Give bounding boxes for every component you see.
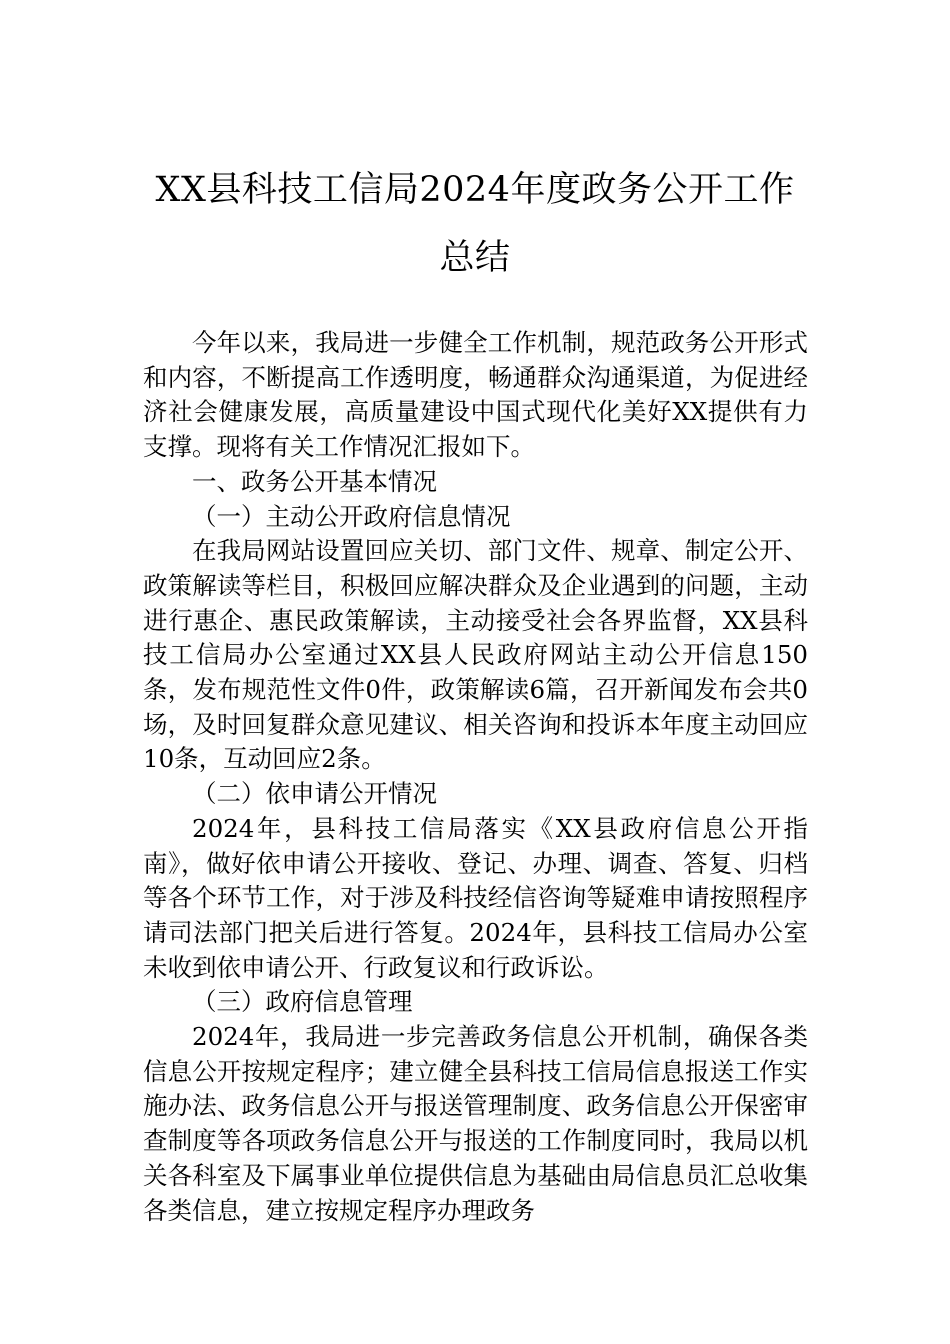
body-paragraph: 2024年，县科技工信局落实《XX县政府信息公开指南》，做好依申请公开接收、登记、办理、调查、答复、归档等各个环节工作，对于涉及科技经信咨询等疑难申请按照程序请司法部门把关后进行答复。2024年，县科技工信局办公室未收到依申请公开、行政复议和行政诉讼。 xyxy=(143,813,808,982)
intro-paragraph: 今年以来，我局进一步健全工作机制，规范政务公开形式和内容，不断提高工作透明度，畅通群众沟通渠道，为促进经济社会健康发展，高质量建设中国式现代化美好XX提供有力支撑。现将有关工作情况汇报如下。 xyxy=(143,328,808,462)
document-body xyxy=(143,326,808,1228)
document-title-line-1: XX县科技工信局2024年度政务公开工作 xyxy=(155,170,795,210)
body-paragraph: 2024年，我局进一步完善政务信息公开机制，确保各类信息公开按规定程序；建立健全县科技工信局信息报送工作实施办法、政务信息公开与报送管理制度、政务信息公开保密审查制度等各项政务信息公开与报送的工作制度同时，我局以机关各科室及下属事业单位提供信息为基础由局信息员汇总收集各类信息，建立按规定程序办理政务 xyxy=(143,1022,808,1225)
subsection-heading-3: （三）政府信息管理 xyxy=(192,987,413,1017)
body-paragraph: 在我局网站设置回应关切、部门文件、规章、制定公开、政策解读等栏目，积极回应解决群众及企业遇到的问题，主动进行惠企、惠民政策解读，主动接受社会各界监督，XX县科技工信局办公室通过XX县人民政府网站主动公开信息150条，发布规范性文件0件，政策解读6篇，召开新闻发布会共0场，及时回复群众意见建议、相关咨询和投诉本年度主动回应10条，互动回应2条。 xyxy=(143,536,808,774)
subsection-heading-2: （二）依申请公开情况 xyxy=(192,779,437,809)
document-title-line-2: 总结 xyxy=(439,238,511,278)
subsection-heading-1: （一）主动公开政府信息情况 xyxy=(192,501,511,531)
section-heading-1: 一、政务公开基本情况 xyxy=(192,466,437,496)
